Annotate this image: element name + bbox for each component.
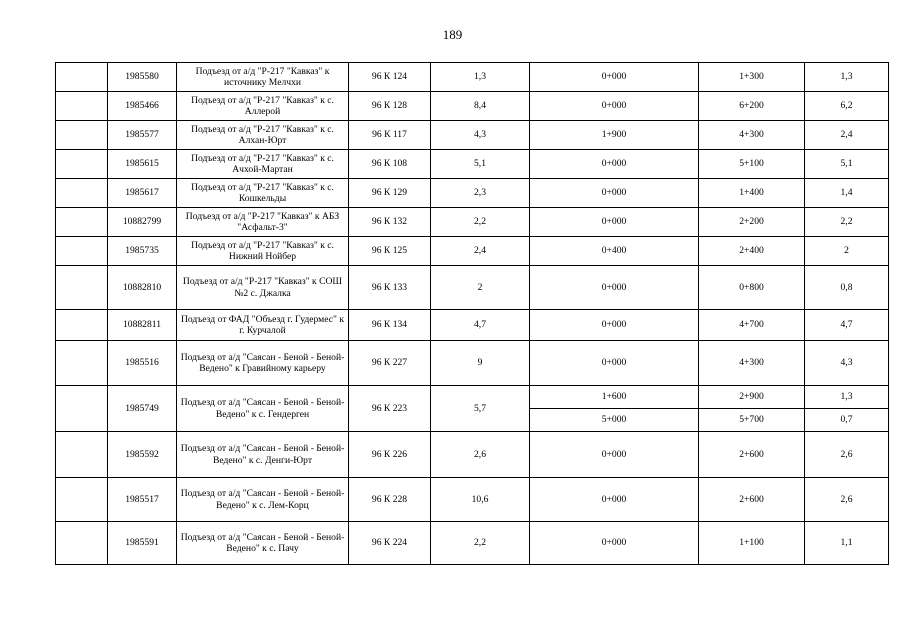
table-row — [56, 150, 889, 179]
segment-start-cell: 0+000 — [530, 179, 699, 208]
road-length-cell: 5,7 — [431, 386, 530, 432]
road-length-cell: 2,4 — [431, 237, 530, 266]
empty-cell — [56, 386, 108, 432]
empty-cell — [56, 341, 108, 386]
segment-end-cell: 2+600 — [699, 432, 805, 478]
road-length-cell: 2,6 — [431, 432, 530, 478]
road-id-cell: 10882799 — [108, 208, 177, 237]
table-row — [56, 341, 889, 386]
road-length-cell: 4,3 — [431, 121, 530, 150]
empty-cell — [56, 522, 108, 565]
empty-cell — [56, 237, 108, 266]
segment-length-cell: 2,6 — [805, 478, 889, 522]
page-number: 189 — [442, 27, 463, 42]
road-code-cell: 96 К 125 — [349, 237, 431, 266]
road-name-cell: Подъезд от а/д "Р-217 "Кавказ" к источнику Мелчхи — [177, 63, 349, 92]
road-id-cell: 1985749 — [108, 386, 177, 432]
table-row — [56, 63, 889, 92]
road-id-cell: 1985466 — [108, 92, 177, 121]
table-row — [56, 386, 889, 409]
road-length-cell: 2,2 — [431, 208, 530, 237]
road-id-cell: 1985577 — [108, 121, 177, 150]
segment-length-cell: 6,2 — [805, 92, 889, 121]
table-row — [56, 432, 889, 478]
road-length-cell: 10,6 — [431, 478, 530, 522]
road-name-cell: Подъезд от а/д "Саясан - Беной - Беной-Ведено" к с. Лем-Корц — [177, 478, 349, 522]
segment-start-cell: 0+000 — [530, 310, 699, 341]
empty-cell — [56, 63, 108, 92]
road-length-cell: 5,1 — [431, 150, 530, 179]
segment-end-cell: 4+700 — [699, 310, 805, 341]
table-row — [56, 237, 889, 266]
road-id-cell: 1985516 — [108, 341, 177, 386]
segment-end-cell: 1+300 — [699, 63, 805, 92]
segment-length-cell: 1,4 — [805, 179, 889, 208]
road-name-cell: Подъезд от а/д "Р-217 "Кавказ" к с. Ачхой-Мартан — [177, 150, 349, 179]
road-id-cell: 1985592 — [108, 432, 177, 478]
segment-length-cell: 1,1 — [805, 522, 889, 565]
road-length-cell: 8,4 — [431, 92, 530, 121]
segment-length-cell: 1,3 — [805, 386, 889, 409]
empty-cell — [56, 208, 108, 237]
road-id-cell: 1985580 — [108, 63, 177, 92]
road-name-cell: Подъезд от а/д "Р-217 "Кавказ" к с. Алхан-Юрт — [177, 121, 349, 150]
segment-start-cell: 1+900 — [530, 121, 699, 150]
segment-start-cell: 5+000 — [530, 409, 699, 432]
segment-length-cell: 0,7 — [805, 409, 889, 432]
segment-end-cell: 2+200 — [699, 208, 805, 237]
empty-cell — [56, 266, 108, 310]
segment-length-cell: 5,1 — [805, 150, 889, 179]
segment-start-cell: 0+000 — [530, 432, 699, 478]
road-code-cell: 96 К 134 — [349, 310, 431, 341]
road-id-cell: 1985517 — [108, 478, 177, 522]
segment-start-cell: 0+000 — [530, 63, 699, 92]
table-row — [56, 179, 889, 208]
road-name-cell: Подъезд от а/д "Саясан - Беной - Беной-Ведено" к Гравийному карьеру — [177, 341, 349, 386]
table-row — [56, 208, 889, 237]
segment-end-cell: 4+300 — [699, 341, 805, 386]
segment-length-cell: 1,3 — [805, 63, 889, 92]
road-code-cell: 96 К 228 — [349, 478, 431, 522]
road-code-cell: 96 К 133 — [349, 266, 431, 310]
segment-end-cell: 5+100 — [699, 150, 805, 179]
road-code-cell: 96 К 124 — [349, 63, 431, 92]
road-length-cell: 9 — [431, 341, 530, 386]
table-row — [56, 478, 889, 522]
empty-cell — [56, 432, 108, 478]
road-length-cell: 2,3 — [431, 179, 530, 208]
road-length-cell: 2,2 — [431, 522, 530, 565]
road-id-cell: 1985617 — [108, 179, 177, 208]
road-code-cell: 96 К 108 — [349, 150, 431, 179]
road-name-cell: Подъезд от а/д "Саясан - Беной - Беной-Ведено" к с. Гендерген — [177, 386, 349, 432]
road-code-cell: 96 К 128 — [349, 92, 431, 121]
segment-length-cell: 4,3 — [805, 341, 889, 386]
road-code-cell: 96 К 226 — [349, 432, 431, 478]
road-name-cell: Подъезд от а/д "Р-217 "Кавказ" к с. Аллерой — [177, 92, 349, 121]
empty-cell — [56, 179, 108, 208]
segment-length-cell: 2,4 — [805, 121, 889, 150]
segment-length-cell: 4,7 — [805, 310, 889, 341]
empty-cell — [56, 92, 108, 121]
segment-start-cell: 0+400 — [530, 237, 699, 266]
segment-end-cell: 2+600 — [699, 478, 805, 522]
segment-length-cell: 0,8 — [805, 266, 889, 310]
segment-start-cell: 0+000 — [530, 150, 699, 179]
road-id-cell: 1985735 — [108, 237, 177, 266]
segment-start-cell: 1+600 — [530, 386, 699, 409]
segment-start-cell: 0+000 — [530, 341, 699, 386]
road-length-cell: 2 — [431, 266, 530, 310]
road-id-cell: 1985615 — [108, 150, 177, 179]
road-name-cell: Подъезд от а/д "Р-217 "Кавказ" к АБЗ "Асфальт-3" — [177, 208, 349, 237]
segment-start-cell: 0+000 — [530, 266, 699, 310]
table-row — [56, 92, 889, 121]
table-row — [56, 121, 889, 150]
road-name-cell: Подъезд от а/д "Р-217 "Кавказ" к СОШ №2 с. Джалка — [177, 266, 349, 310]
segment-end-cell: 0+800 — [699, 266, 805, 310]
empty-cell — [56, 150, 108, 179]
road-id-cell: 1985591 — [108, 522, 177, 565]
table-row — [56, 522, 889, 565]
segment-start-cell: 0+000 — [530, 92, 699, 121]
road-name-cell: Подъезд от а/д "Саясан - Беной - Беной-Ведено" к с. Денги-Юрт — [177, 432, 349, 478]
road-name-cell: Подъезд от ФАД "Объезд г. Гудермес" к г. Курчалой — [177, 310, 349, 341]
segment-length-cell: 2 — [805, 237, 889, 266]
segment-start-cell: 0+000 — [530, 522, 699, 565]
segment-end-cell: 1+400 — [699, 179, 805, 208]
road-code-cell: 96 К 227 — [349, 341, 431, 386]
segment-end-cell: 6+200 — [699, 92, 805, 121]
road-code-cell: 96 К 129 — [349, 179, 431, 208]
segment-end-cell: 2+400 — [699, 237, 805, 266]
segment-end-cell: 2+900 — [699, 386, 805, 409]
segment-end-cell: 4+300 — [699, 121, 805, 150]
table-row — [56, 266, 889, 310]
road-name-cell: Подъезд от а/д "Р-217 "Кавказ" к с. Кошкельды — [177, 179, 349, 208]
empty-cell — [56, 310, 108, 341]
road-name-cell: Подъезд от а/д "Р-217 "Кавказ" к с. Нижний Нойбер — [177, 237, 349, 266]
segment-end-cell: 1+100 — [699, 522, 805, 565]
empty-cell — [56, 478, 108, 522]
segment-start-cell: 0+000 — [530, 208, 699, 237]
segment-length-cell: 2,6 — [805, 432, 889, 478]
segment-start-cell: 0+000 — [530, 478, 699, 522]
road-code-cell: 96 К 224 — [349, 522, 431, 565]
road-name-cell: Подъезд от а/д "Саясан - Беной - Беной-Ведено" к с. Пачу — [177, 522, 349, 565]
road-id-cell: 10882811 — [108, 310, 177, 341]
road-code-cell: 96 К 223 — [349, 386, 431, 432]
empty-cell — [56, 121, 108, 150]
road-code-cell: 96 К 132 — [349, 208, 431, 237]
road-code-cell: 96 К 117 — [349, 121, 431, 150]
segment-length-cell: 2,2 — [805, 208, 889, 237]
roads-table — [55, 62, 889, 565]
road-id-cell: 10882810 — [108, 266, 177, 310]
segment-end-cell: 5+700 — [699, 409, 805, 432]
table-row — [56, 310, 889, 341]
road-length-cell: 4,7 — [431, 310, 530, 341]
road-length-cell: 1,3 — [431, 63, 530, 92]
